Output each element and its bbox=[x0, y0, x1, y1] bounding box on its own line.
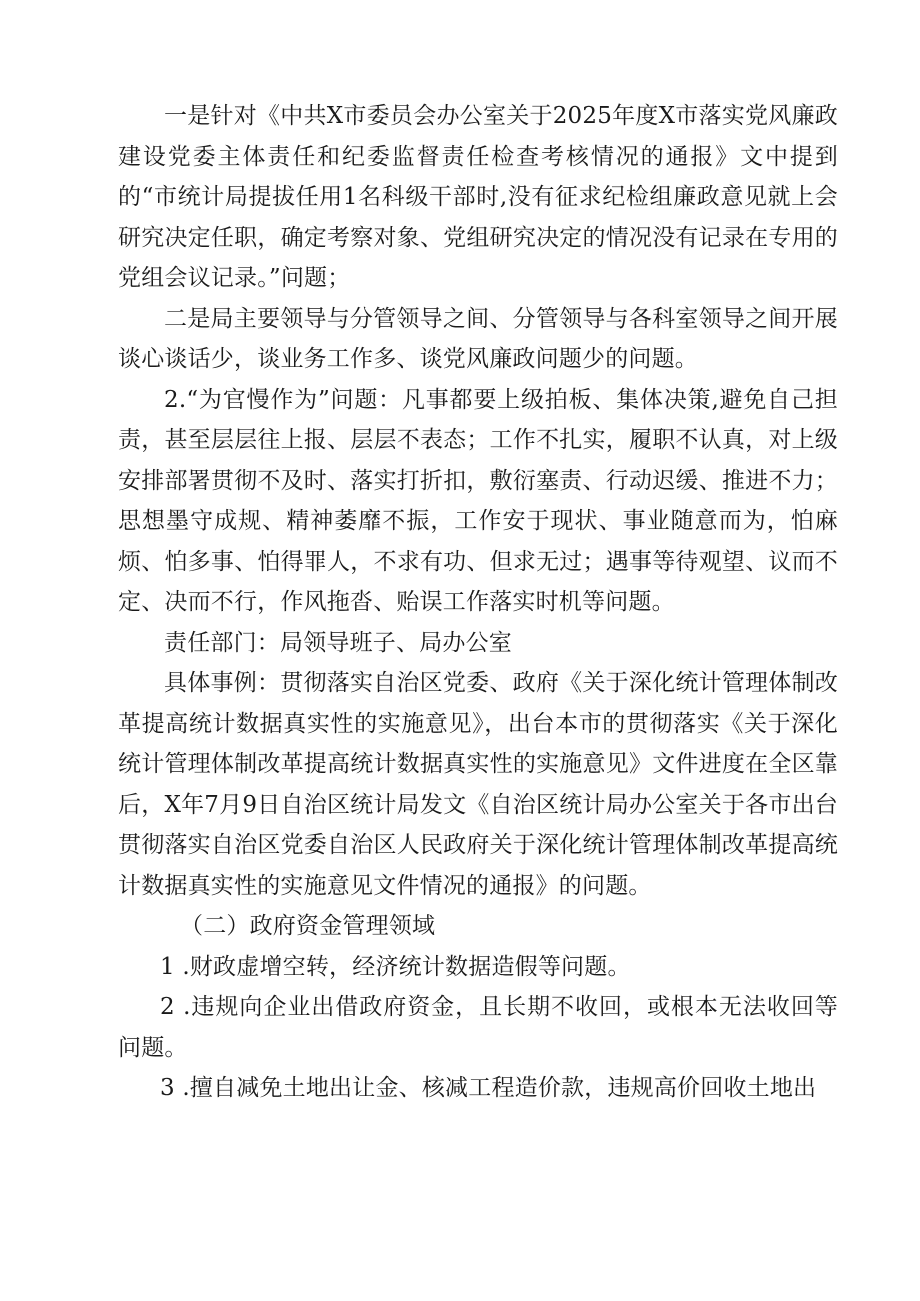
paragraph-specific-example: 具体事例：贯彻落实自治区党委、政府《关于深化统计管理体制改革提高统计数据真实性的实施意见》，出台本市的贯彻落实《关于深化统计管理体制改革提高统计数据真实性的实施意见》文件进度在全区靠后，X年7月9日自治区统计局发文《自治区统计局办公室关于各市出台贯彻落实自治区党委自治区人民政府关于深化统计管理体制改革提高统计数据真实性的实施意见文件情况的通报》的问题。 bbox=[118, 670, 838, 899]
paragraph-case-two: 二是局主要领导与分管领导之间、分管领导与各科室领导之间开展谈心谈话少，谈业务工作多、谈党风廉政问题少的问题。 bbox=[118, 305, 838, 372]
list-item-3: 3 .擅自减免土地出让金、核减工程造价款，违规高价回收土地出 bbox=[160, 1075, 817, 1101]
paragraph-responsible-department: 责任部门：局领导班子、局办公室 bbox=[164, 629, 512, 656]
list-item-1: 1 .财政虚增空转，经济统计数据造假等问题。 bbox=[160, 953, 631, 980]
list-item-2: 2 .违规向企业出借政府资金，且长期不收回，或根本无法收回等问题。 bbox=[118, 994, 838, 1061]
paragraph-slow-action-issue: 2.“为官慢作为”问题：凡事都要上级拍板、集体决策,避免自己担责，甚至层层往上报、层层不表态；工作不扎实，履职不认真，对上级安排部署贯彻不及时、落实打折扣，敷衍塞责、行动迟缓、推进不力；思想墨守成规、精神萎靡不振，工作安于现状、事业随意而为，怕麻烦、怕多事、怕得罪人，不求有功、但求无过；遇事等待观望、议而不定、决而不行，作风拖沓、贻误工作落实时机等问题。 bbox=[118, 386, 838, 615]
document-page bbox=[118, 96, 838, 1109]
paragraph-case-one: 一是针对《中共X市委员会办公室关于2025年度X市落实党风廉政建设党委主体责任和纪委监督责任检查考核情况的通报》文中提到的“市统计局提拔任用1名科级干部时,没有征求纪检组廉政意见就上会研究决定任职，确定考察对象、党组研究决定的情况没有记录在专用的党组会议记录。”问题； bbox=[118, 103, 838, 291]
section-heading-government-funds: （二）政府资金管理领域 bbox=[180, 913, 436, 939]
